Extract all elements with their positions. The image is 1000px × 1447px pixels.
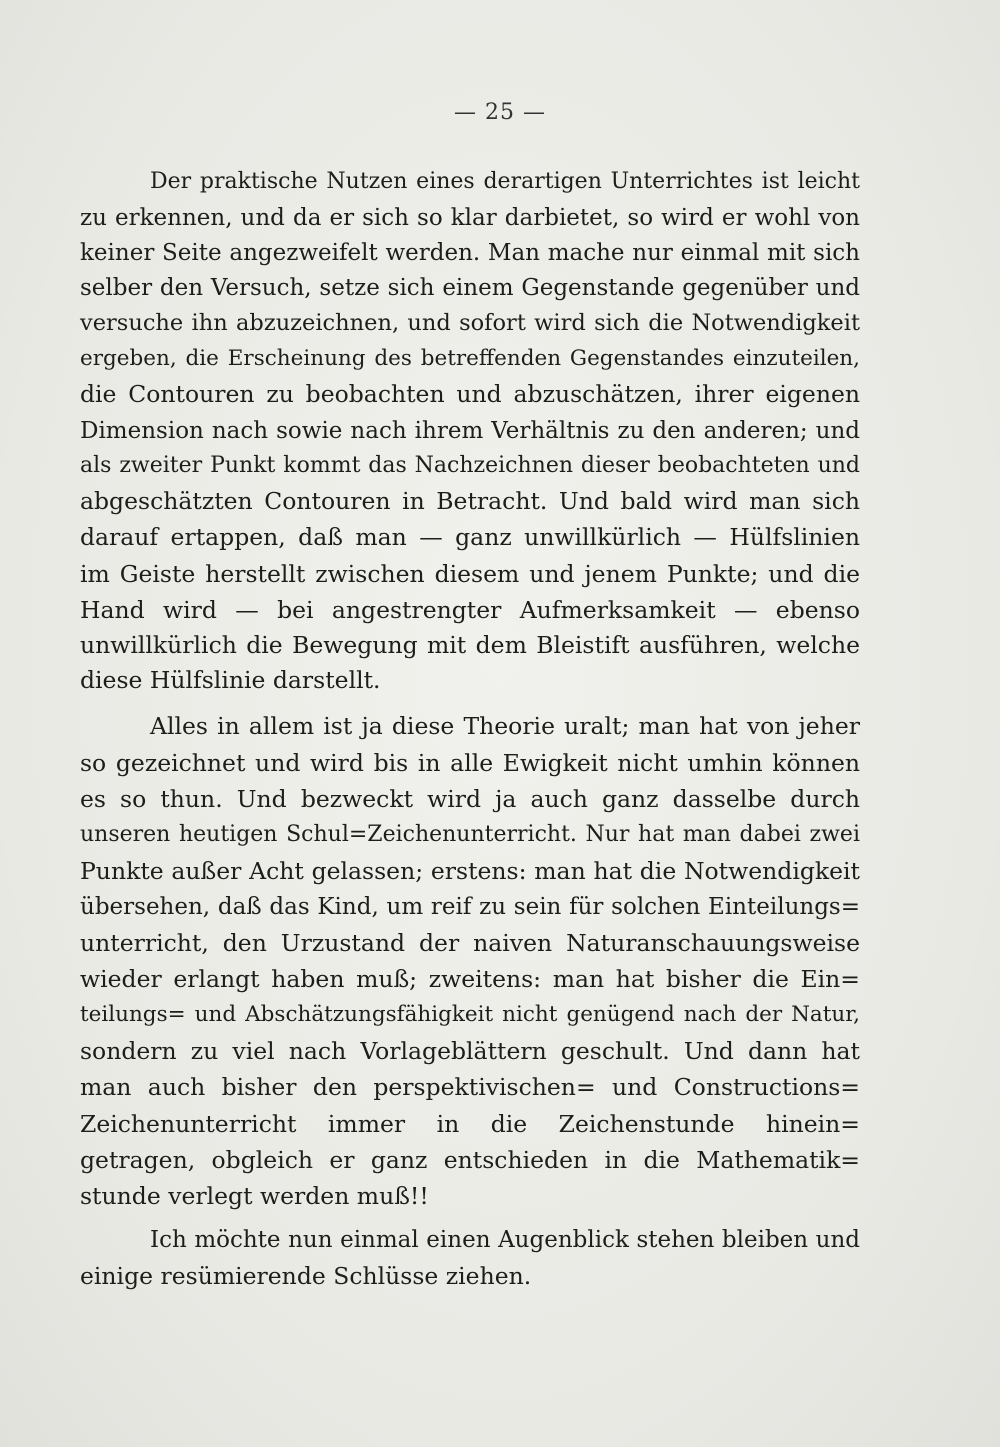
text-line: die Contouren zu beobachten und abzuschätzen, ihrer eigenen <box>80 380 860 408</box>
text-line: ergeben, die Erscheinung des betreffenden Gegenstandes einzuteilen, <box>80 346 860 371</box>
text-line: darauf ertappen, daß man — ganz unwillkürlich — Hülfslinien <box>80 523 860 551</box>
text-line: so gezeichnet und wird bis in alle Ewigkeit nicht umhin können <box>80 749 860 777</box>
text-line: Hand wird — bei angestrengter Aufmerksamkeit — ebenso <box>80 596 860 624</box>
text-line: als zweiter Punkt kommt das Nachzeichnen dieser beobachteten und <box>80 453 860 478</box>
text-line: es so thun. Und bezweckt wird ja auch ganz dasselbe durch <box>80 785 860 813</box>
text-line: teilungs= und Abschätzungsfähigkeit nicht genügend nach der Natur, <box>80 1002 860 1027</box>
text-line: übersehen, daß das Kind, um reif zu sein für solchen Einteilungs= <box>80 894 860 920</box>
text-line: Punkte außer Acht gelassen; erstens: man hat die Notwendigkeit <box>80 857 860 885</box>
text-line: Zeichenunterricht immer in die Zeichenstunde hinein= <box>80 1110 860 1138</box>
text-line: einige resümierende Schlüsse ziehen. <box>80 1262 532 1290</box>
text-line: Ich möchte nun einmal einen Augenblick stehen bleiben und <box>150 1227 860 1253</box>
text-line: sondern zu viel nach Vorlageblättern geschult. Und dann hat <box>80 1037 860 1065</box>
text-line: keiner Seite angezweifelt werden. Man mache nur einmal mit sich <box>80 240 860 266</box>
page-number: — 25 — <box>454 100 546 125</box>
text-line: Alles in allem ist ja diese Theorie uralt; man hat von jeher <box>150 712 860 740</box>
text-line: getragen, obgleich er ganz entschieden in die Mathematik= <box>80 1146 860 1174</box>
text-line: abgeschätzten Contouren in Betracht. Und bald wird man sich <box>80 487 860 515</box>
text-line: zu erkennen, und da er sich so klar darbietet, so wird er wohl von <box>80 205 860 231</box>
text-line: selber den Versuch, setze sich einem Gegenstande gegenüber und <box>80 275 860 301</box>
text-line: stunde verlegt werden muß!! <box>80 1182 429 1210</box>
text-line: wieder erlangt haben muß; zweitens: man hat bisher die Ein= <box>80 965 860 993</box>
text-line: im Geiste herstellt zwischen diesem und jenem Punkte; und die <box>80 560 860 588</box>
text-line: unseren heutigen Schul=Zeichenunterricht. Nur hat man dabei zwei <box>80 822 860 847</box>
text-line: man auch bisher den perspektivischen= und Constructions= <box>80 1073 860 1101</box>
text-line: versuche ihn abzuzeichnen, und sofort wird sich die Notwendigkeit <box>80 310 860 336</box>
text-line: unwillkürlich die Bewegung mit dem Bleistift ausführen, welche <box>80 631 860 659</box>
text-line: Der praktische Nutzen eines derartigen Unterrichtes ist leicht <box>150 169 860 194</box>
text-line: unterricht, den Urzustand der naiven Naturanschauungsweise <box>80 929 860 957</box>
text-line: Dimension nach sowie nach ihrem Verhältnis zu den anderen; und <box>80 418 860 444</box>
text-line: diese Hülfslinie darstellt. <box>80 666 381 694</box>
